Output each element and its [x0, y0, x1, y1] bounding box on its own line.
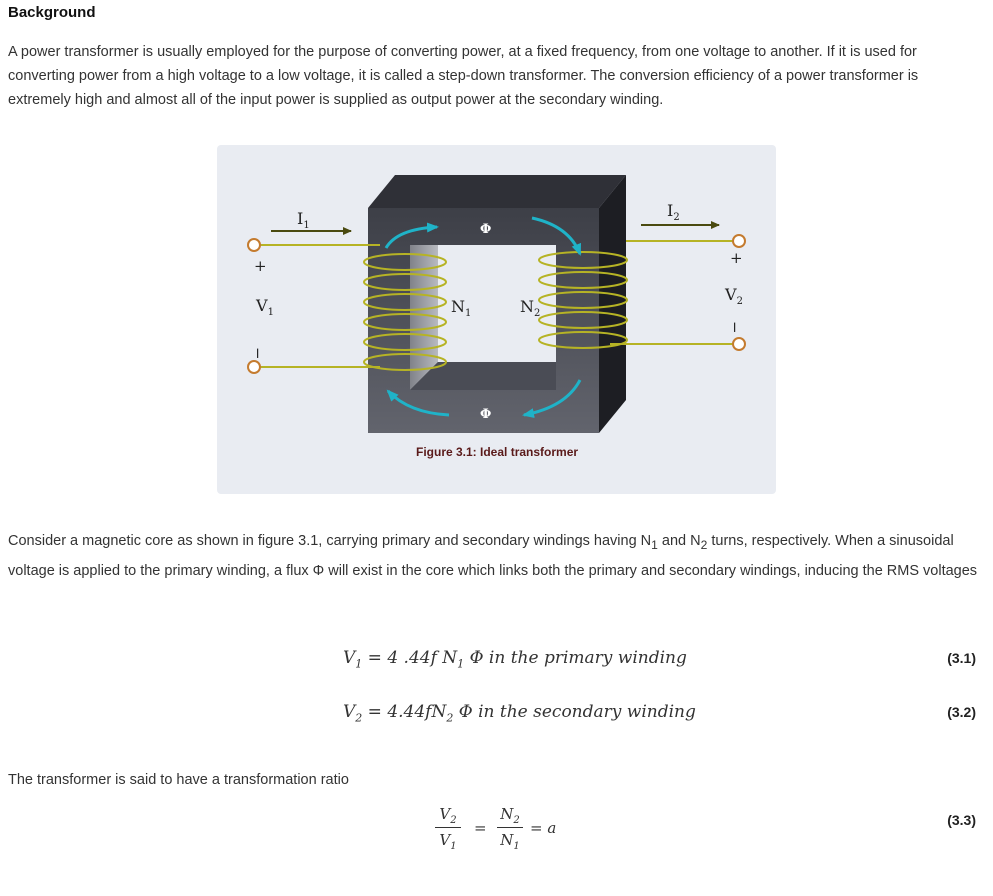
current-i2-label: $I_2$ — [667, 201, 680, 223]
ratio-equals-sign: = — [474, 819, 487, 837]
turns-n1-label: $N_1$ — [451, 297, 472, 319]
figure-caption: Figure 3.1: Ideal transformer — [416, 445, 579, 459]
current-i1-label: $I_1$ — [297, 209, 310, 231]
section-heading: Background — [8, 4, 96, 21]
primary-plus-label: + — [254, 257, 267, 275]
equation-number-3-3: (3.3) — [947, 812, 976, 828]
secondary-bottom-terminal — [733, 338, 745, 350]
primary-bottom-terminal — [248, 361, 260, 373]
core-top-face — [368, 175, 626, 208]
primary-top-terminal — [248, 239, 260, 251]
equation-number-3-2: (3.2) — [947, 704, 976, 720]
core-description-paragraph: Consider a magnetic core as shown in figure 3.1, carrying primary and secondary windings having $N_1$ and $N_2$ turns, respectively. When a sinusoidal voltage is applied to the primary winding, a flux Φ will exist in the core which links both the primary and secondary windings, inducing the RMS voltages — [8, 533, 978, 579]
primary-minus-label: − — [249, 347, 267, 360]
equation-secondary-voltage: $V_2 = 4.44fN_2$ Φ in the secondary winding — [343, 702, 696, 725]
equation-number-3-1: (3.1) — [947, 650, 976, 666]
intro-paragraph: A power transformer is usually employed for the purpose of converting power, at a fixed frequency, from one voltage to another. If it is used for converting power from a high voltage to a low voltage, it is called a step-down transformer. The conversion efficiency of a power transformer is extremely high and almost all of the input power is supplied as output power at the secondary winding. — [8, 44, 919, 108]
secondary-plus-label: + — [730, 249, 743, 267]
ratio-equals-a: = a — [530, 819, 557, 837]
turns-n2-label: $N_2$ — [520, 297, 541, 319]
secondary-minus-label: − — [726, 321, 744, 334]
secondary-top-terminal — [733, 235, 745, 247]
ratio-numerator-n2: $N_2$ — [500, 805, 520, 826]
equation-primary-voltage: $V_1 = 4$ .44f $N_1$ Φ in the primary winding — [343, 648, 687, 671]
ratio-numerator-v2: $V_2$ — [439, 805, 457, 826]
ratio-fraction-bar-2 — [497, 827, 523, 828]
voltage-v1-label: $V_1$ — [256, 296, 274, 318]
flux-label-bottom: Φ — [480, 407, 492, 422]
ratio-denominator-v1: $V_1$ — [439, 831, 457, 852]
ratio-denominator-n1: $N_1$ — [500, 831, 520, 852]
flux-label-top: Φ — [480, 222, 492, 237]
ratio-fraction-bar-1 — [435, 827, 461, 828]
ratio-intro-text: The transformer is said to have a transformation ratio — [8, 772, 349, 788]
voltage-v2-label: $V_2$ — [725, 285, 743, 307]
